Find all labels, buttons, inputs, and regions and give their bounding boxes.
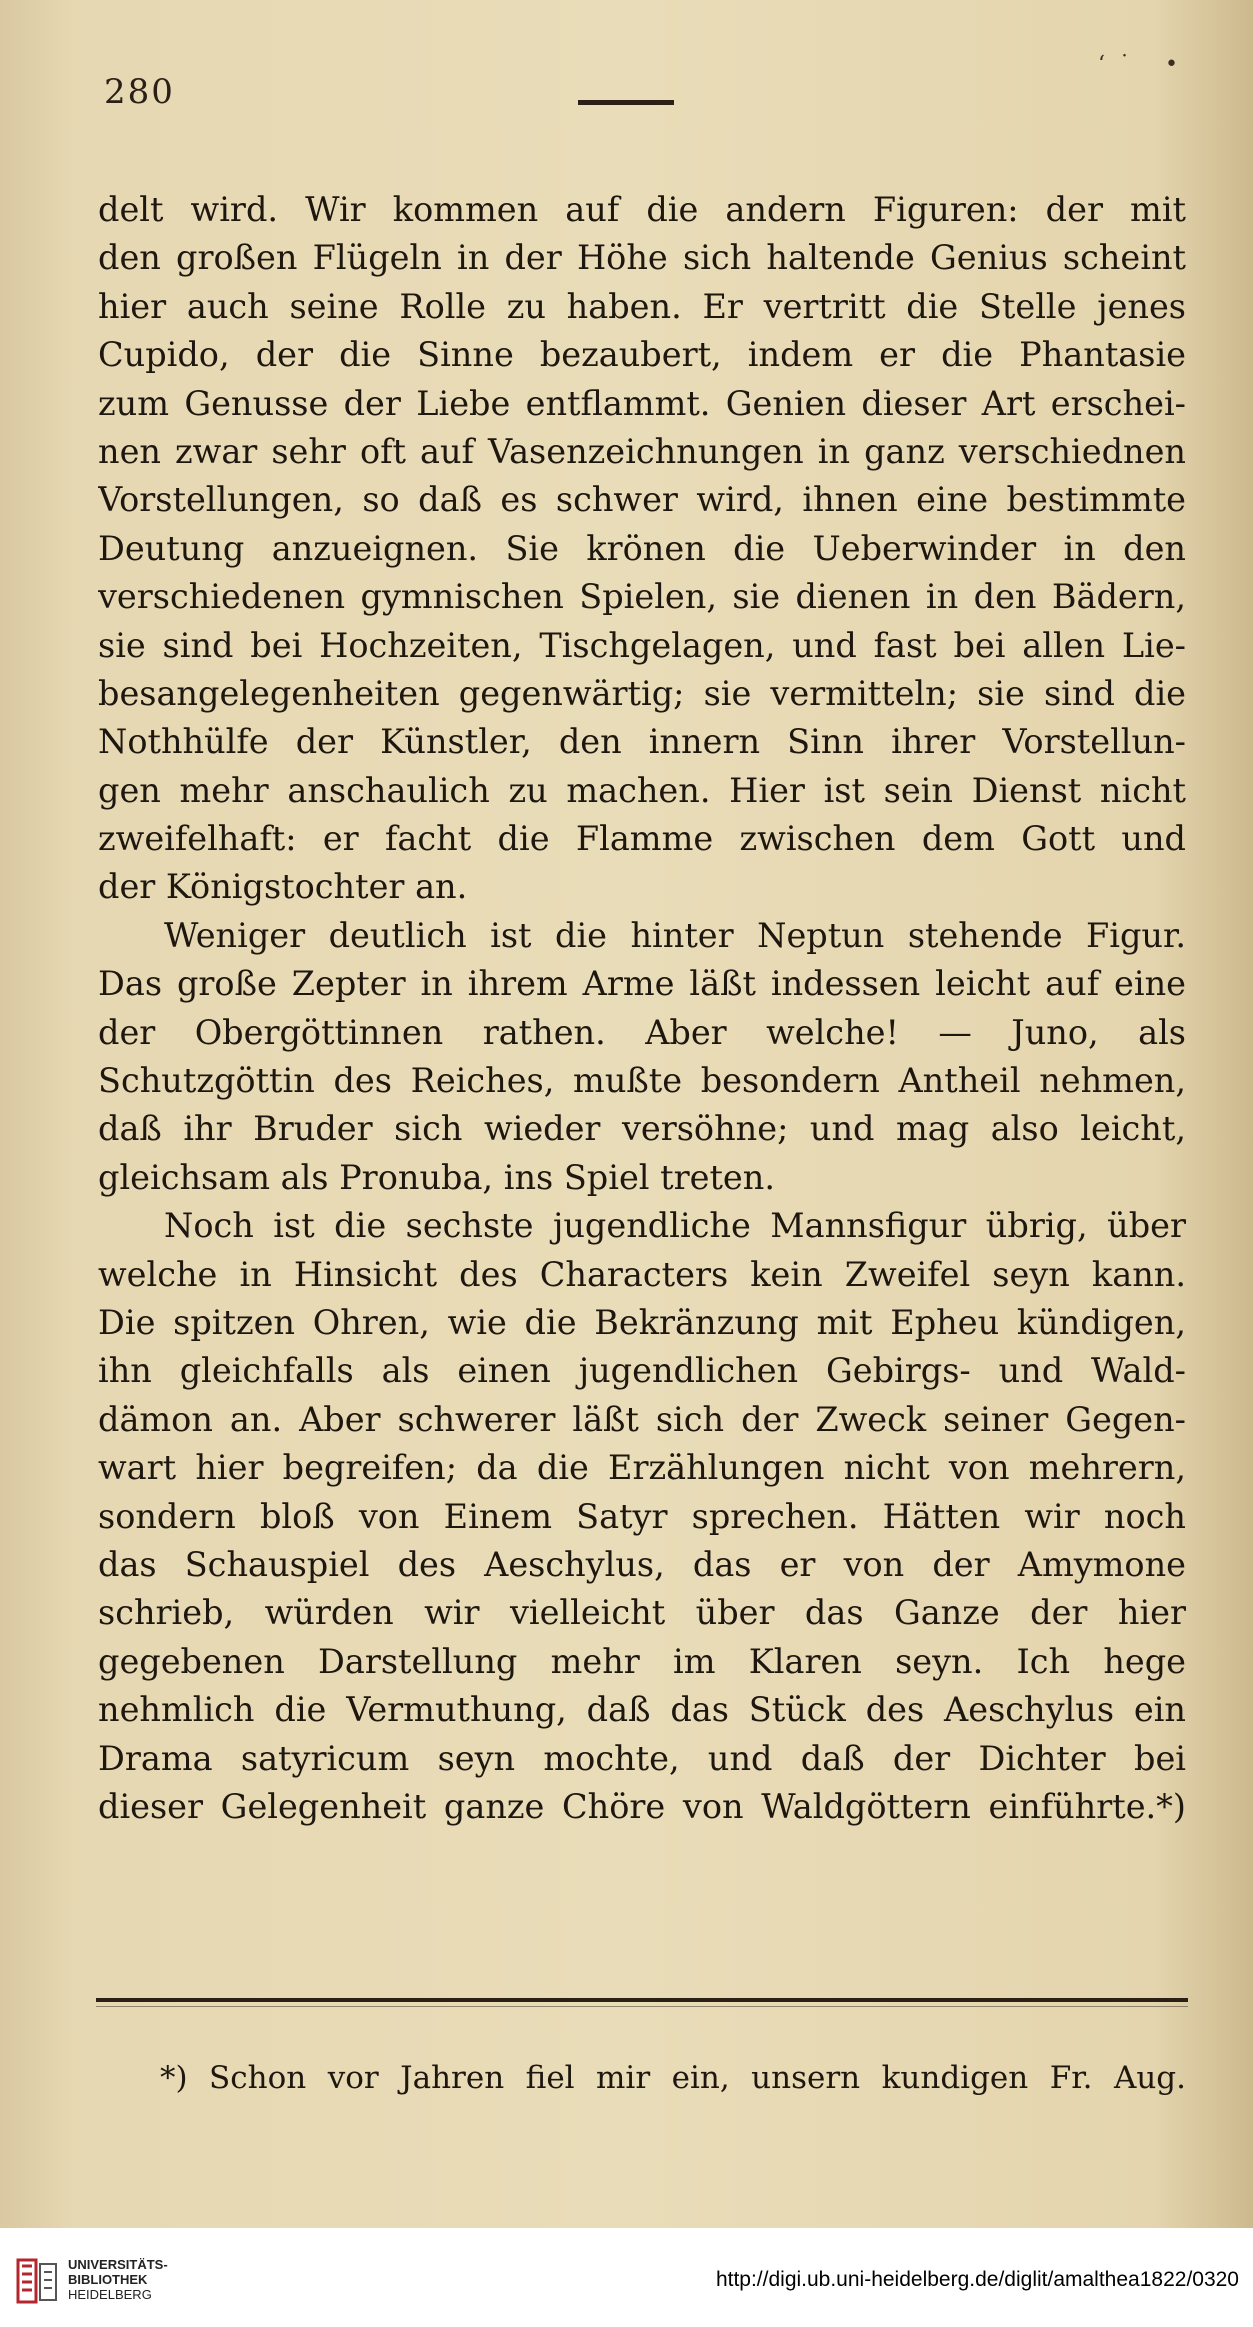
text-line: zweifelhaft: er facht die Flamme zwischen dem Gott und (98, 819, 1186, 859)
text-line: Noch ist die sechste jugendliche Mannsfigur übrig, über (164, 1206, 1186, 1246)
text-line: Vorstellungen, so daß es schwer wird, ihnen eine bestimmte (98, 480, 1186, 520)
text-line: der Königstochter an. (98, 867, 468, 907)
text-line: Schutzgöttin des Reiches, mußte besondern Antheil nehmen, (98, 1061, 1186, 1101)
text-line: wart hier begreifen; da die Erzählungen nicht von mehrern, (98, 1448, 1186, 1488)
text-line: dieser Gelegenheit ganze Chöre von Waldgöttern einführte.*) (98, 1786, 1186, 1826)
text-line: Die spitzen Ohren, wie die Bekränzung mit Epheu kündigen, (98, 1302, 1186, 1342)
text-line: gegebenen Darstellung mehr im Klaren seyn. Ich hege (98, 1641, 1186, 1681)
text-line: Cupido, der die Sinne bezaubert, indem er die Phantasie (98, 335, 1186, 375)
institution-line: UNIVERSITÄTS- (68, 2257, 168, 2272)
corner-marks: ‘˙ • (1098, 52, 1192, 77)
text-line: das Schauspiel des Aeschylus, das er von der Amymone (98, 1544, 1186, 1584)
text-line: delt wird. Wir kommen auf die andern Figuren: der mit (98, 190, 1186, 229)
text-line: dämon an. Aber schwerer läßt sich der Zweck seiner Gegen- (98, 1399, 1186, 1439)
text-line: sondern bloß von Einem Satyr sprechen. Hätten wir noch (98, 1496, 1186, 1536)
text-line: hier auch seine Rolle zu haben. Er vertritt die Stelle jenes (98, 286, 1186, 326)
body-text (98, 186, 1186, 1831)
institution-line: HEIDELBERG (68, 2287, 152, 2302)
source-url[interactable]: http://digi.ub.uni-heidelberg.de/diglit/amalthea1822/0320 (715, 2268, 1239, 2291)
text-line: nehmlich die Vermuthung, daß das Stück des Aeschylus ein (98, 1690, 1186, 1730)
text-line: verschiedenen gymnischen Spielen, sie dienen in den Bädern, (98, 577, 1186, 617)
institution-name (68, 2257, 168, 2302)
text-line: der Obergöttinnen rathen. Aber welche! — Juno, als (98, 1012, 1186, 1052)
text-line: Das große Zepter in ihrem Arme läßt indessen leicht auf eine (98, 964, 1186, 1004)
text-line: den großen Flügeln in der Höhe sich haltende Genius scheint (98, 238, 1186, 278)
text-line: besangelegenheiten gegenwärtig; sie vermitteln; sie sind die (98, 673, 1186, 713)
text-line: zum Genusse der Liebe entflammt. Genien dieser Art erschei- (98, 383, 1186, 423)
text-line: sie sind bei Hochzeiten, Tischgelagen, und fast bei allen Lie- (98, 625, 1186, 665)
footnote: *) Schon vor Jahren fiel mir ein, unsern kundigen Fr. Aug. (160, 2060, 1186, 2096)
text-line: ihn gleichfalls als einen jugendlichen Gebirgs- und Wald- (98, 1351, 1186, 1391)
text-line: Drama satyricum seyn mochte, und daß der Dichter bei (98, 1738, 1186, 1778)
text-line: gen mehr anschaulich zu machen. Hier ist sein Dienst nicht (98, 770, 1186, 810)
text-line: Deutung anzueignen. Sie krönen die Ueberwinder in den (98, 528, 1186, 568)
footnote-rule-thin (96, 2006, 1188, 2007)
text-line: Nothhülfe der Künstler, den innern Sinn ihrer Vorstellun- (98, 722, 1186, 762)
university-seal-icon (14, 2256, 60, 2306)
text-line: nen zwar sehr oft auf Vasenzeichnungen in ganz verschiednen (98, 431, 1186, 471)
page-number: 280 (104, 72, 175, 112)
text-line: Weniger deutlich ist die hinter Neptun stehende Figur. (164, 915, 1186, 955)
text-line: welche in Hinsicht des Characters kein Zweifel seyn kann. (98, 1254, 1186, 1294)
text-line: daß ihr Bruder sich wieder versöhne; und mag also leicht, (98, 1109, 1186, 1149)
footnote-rule (96, 1998, 1188, 2002)
header-rule (578, 100, 674, 105)
text-line: gleichsam als Pronuba, ins Spiel treten. (98, 1157, 775, 1197)
text-line: schrieb, würden wir vielleicht über das Ganze der hier (98, 1593, 1186, 1633)
institution-line: BIBLIOTHEK (68, 2272, 148, 2287)
